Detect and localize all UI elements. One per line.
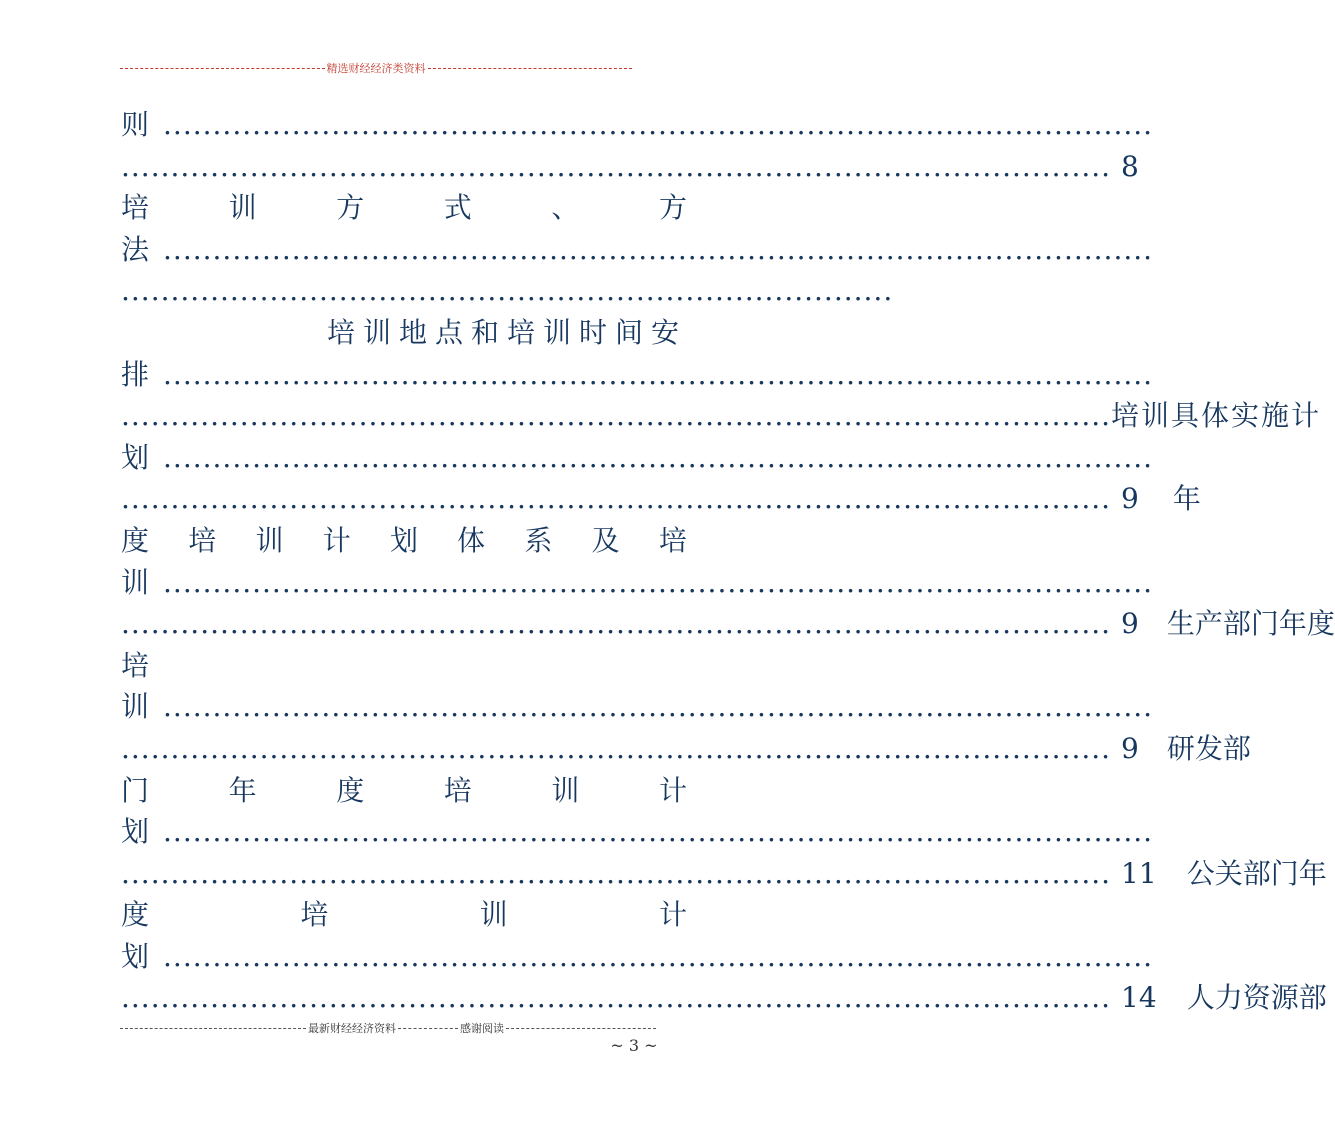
toc-text: 训 (121, 690, 150, 724)
toc-char: 训 (551, 773, 580, 807)
toc-leader-dots: .................................................................................................... (163, 357, 1154, 391)
toc-line (121, 936, 1154, 978)
toc-text: 划 (121, 939, 150, 973)
toc-leader-dots: .............................................................................. (121, 274, 894, 308)
footer-left-text: 最新财经经济资料 (308, 1022, 396, 1035)
toc-char: 计 (658, 898, 687, 932)
toc-line (121, 229, 1154, 271)
toc-page-number: 9 (1121, 731, 1139, 765)
toc-char: 方 (336, 191, 365, 225)
toc-line (121, 728, 1251, 770)
toc-leader-dots: .................................................................................................... (121, 399, 1112, 433)
toc-page-number: 9 (1121, 607, 1139, 641)
toc-text: 生产部门年度 (1166, 607, 1335, 641)
toc-line (121, 270, 894, 312)
footer-right-text: 感谢阅读 (460, 1022, 504, 1035)
toc-text: 公关部门年 (1186, 856, 1327, 890)
toc-leader-dots: .................................................................................................... (121, 149, 1112, 183)
toc-line (121, 853, 1327, 895)
toc-line (121, 686, 1154, 728)
toc-page-number: 11 (1121, 856, 1157, 890)
footer-dash (398, 1028, 458, 1029)
toc-char: 方 (658, 191, 687, 225)
toc-text: 排 (121, 357, 150, 391)
toc-text: 年 (1172, 482, 1201, 516)
page-number: ~ 3 ~ (610, 1036, 658, 1055)
toc-page-number: 14 (1121, 981, 1157, 1015)
toc-line-justified (121, 770, 687, 812)
page-footer (120, 1020, 656, 1036)
toc-line (121, 645, 687, 687)
toc-char: 系 (524, 523, 553, 557)
toc-text: 则 (121, 108, 150, 141)
toc-char: 培 (443, 773, 472, 807)
toc-char: 培 (121, 191, 150, 225)
header-text: 精选财经经济类资料 (326, 62, 426, 75)
toc-text: 划 (121, 815, 150, 849)
toc-char: 体 (457, 523, 486, 557)
toc-char: 、 (551, 191, 580, 225)
toc-char: 培 (658, 523, 687, 557)
toc-line (121, 395, 1322, 437)
toc-line (121, 478, 1201, 520)
toc-text: 人力资源部 (1186, 981, 1327, 1015)
toc-text: 研发部 (1166, 731, 1251, 765)
toc-char: 年 (228, 773, 257, 807)
toc-char: 训 (479, 898, 508, 932)
toc-leader-dots: .................................................................................................... (121, 856, 1112, 890)
toc-char: 培 (188, 523, 217, 557)
toc-leader-dots: .................................................................................................... (163, 939, 1154, 973)
toc-text: 培 (121, 648, 150, 682)
toc-text: 培训地点和培训时间安 (326, 315, 687, 349)
toc-leader-dots: .................................................................................................... (121, 607, 1112, 641)
toc-leader-dots: .................................................................................................... (121, 482, 1112, 516)
header-dash-left (120, 68, 325, 69)
toc-char: 式 (443, 191, 472, 225)
toc-char: 度 (121, 898, 150, 932)
toc-text: 培训具体实施计 (1111, 399, 1322, 433)
toc-leader-dots: .................................................................................................... (163, 440, 1154, 474)
toc-line (121, 146, 1139, 188)
toc-char: 计 (322, 523, 351, 557)
toc-line (121, 354, 1154, 396)
toc-text: 训 (121, 565, 150, 599)
toc-char: 训 (255, 523, 284, 557)
toc-leader-dots: .................................................................................................... (163, 232, 1154, 266)
toc-line (121, 312, 687, 354)
toc-line (121, 437, 1154, 479)
toc-line-justified (121, 187, 687, 229)
toc-leader-dots: .................................................................................................... (121, 731, 1112, 765)
toc-char: 计 (658, 773, 687, 807)
toc-char: 培 (300, 898, 329, 932)
toc-char: 划 (389, 523, 418, 557)
toc-line (121, 977, 1327, 1019)
toc-line (121, 104, 1154, 146)
toc-line (121, 811, 1154, 853)
toc-char: 度 (336, 773, 365, 807)
toc-char: 及 (591, 523, 620, 557)
toc-char: 训 (228, 191, 257, 225)
table-of-contents (121, 104, 1335, 1019)
toc-line-justified (121, 520, 687, 562)
toc-page-number: 9 (1121, 482, 1139, 516)
toc-line-justified (121, 894, 687, 936)
toc-leader-dots: .................................................................................................... (163, 815, 1154, 849)
toc-text: 法 (121, 232, 150, 266)
toc-leader-dots: .................................................................................................... (163, 690, 1154, 724)
toc-char: 门 (121, 773, 150, 807)
page-header (120, 60, 632, 76)
toc-line (121, 562, 1154, 604)
toc-char: 度 (121, 523, 150, 557)
toc-page-number: 8 (1121, 149, 1139, 183)
toc-leader-dots: .................................................................................................... (121, 981, 1112, 1015)
toc-text: 划 (121, 440, 150, 474)
footer-dash (120, 1028, 306, 1029)
toc-leader-dots: .................................................................................................... (163, 108, 1154, 141)
toc-leader-dots: .................................................................................................... (163, 565, 1154, 599)
header-dash-right (428, 68, 633, 69)
footer-dash (506, 1028, 656, 1029)
toc-line (121, 603, 1335, 645)
